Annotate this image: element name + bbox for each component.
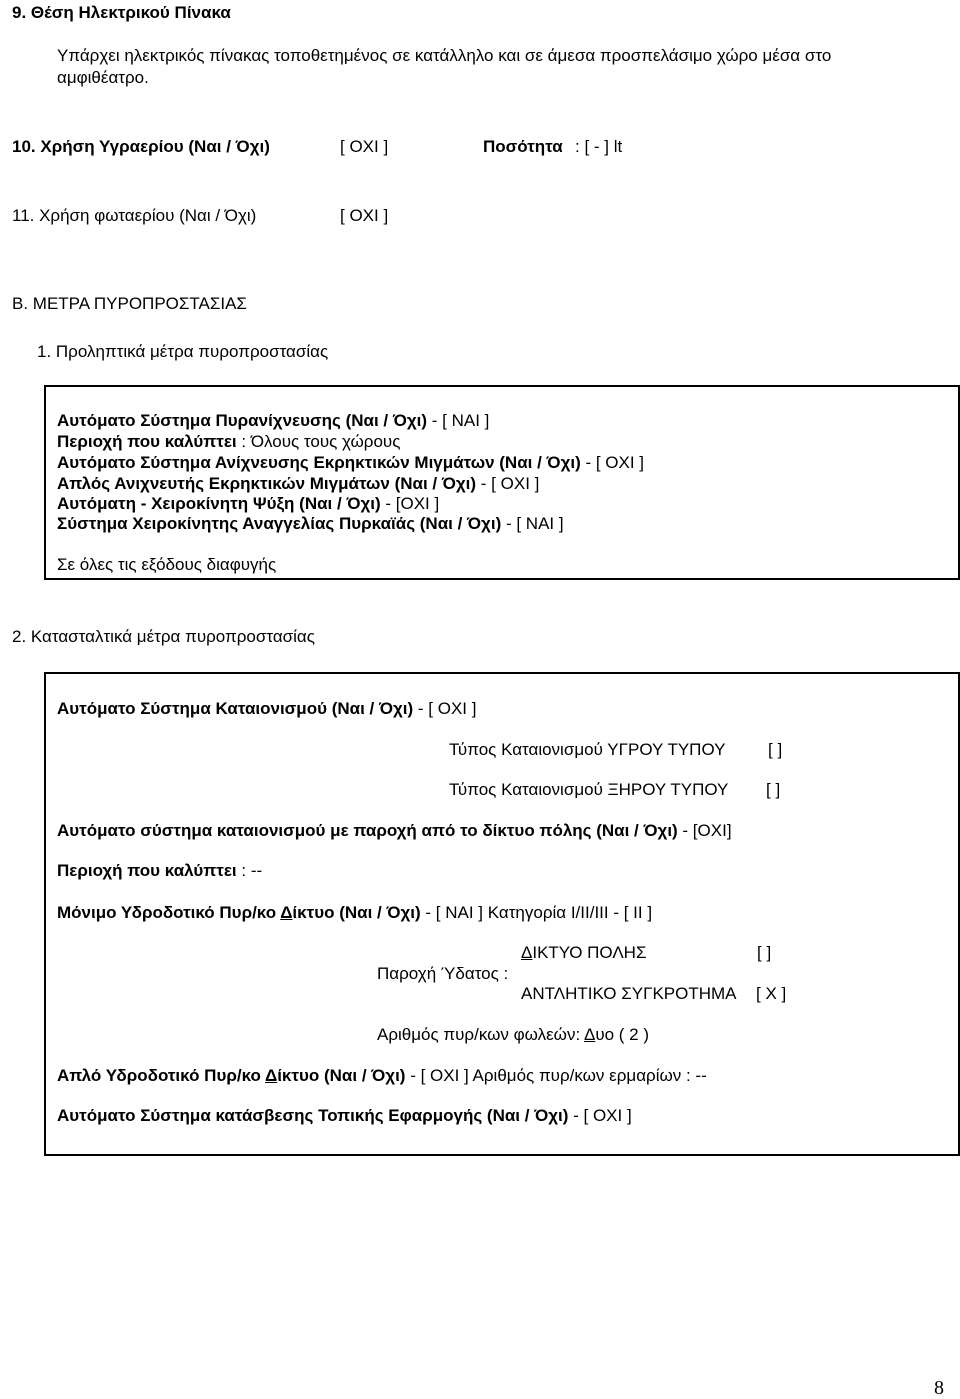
section-11-label: 11. Χρήση φωταερίου (Ναι / Όχι) [12,206,257,225]
supp-pump-unit-value: [ Χ ] [756,984,787,1003]
prev-row-detection: Αυτόματο Σύστημα Πυρανίχνευσης (Ναι / Όχι) - [ ΝΑΙ ] [57,411,490,430]
prev-note: Σε όλες τις εξόδους διαφυγής [57,555,277,574]
page-number: 8 [934,1377,944,1399]
section-9-text-line1: Υπάρχει ηλεκτρικός πίνακας τοποθετημένος σε κατάλληλο και σε άμεσα προσπελάσιμο χώρο μέσα στο [57,46,832,65]
section-9-text-line2: αμφιθέατρο. [57,68,149,87]
supp-city-network-value: [ ] [757,943,772,962]
prev-row-area: Περιοχή που καλύπτει : Όλους τους χώρους [57,432,401,451]
supp-pump-unit: ΑΝΤΛΗΤΙΚΟ ΣΥΓΚΡΟΤΗΜΑ [521,984,737,1003]
section-10-label: 10. Χρήση Υγραερίου (Ναι / Όχι) [12,137,270,156]
supp-water-supply-label: Παροχή Ύδατος : [377,964,509,983]
prev-row-manual-alarm: Σύστημα Χειροκίνητης Αναγγελίας Πυρκαϊάς (Ναι / Όχι) - [ ΝΑΙ ] [57,514,564,533]
supp-wet-type-value: [ ] [768,740,783,759]
preventive-heading: 1. Προληπτικά μέτρα πυροπροστασίας [37,342,329,361]
supp-row-city-sprinkler: Αυτόματο σύστημα καταιονισμού με παροχή από το δίκτυο πόλης (Ναι / Όχι) - [ΟΧΙ] [57,821,732,840]
supp-dry-type-value: [ ] [766,780,781,799]
supp-row-local-application: Αυτόματο Σύστημα κατάσβεσης Τοπικής Εφαρμογής (Ναι / Όχι) - [ ΟΧΙ ] [57,1106,632,1125]
prev-row-explosive-simple: Απλός Ανιχνευτής Εκρηκτικών Μιγμάτων (Ναι / Όχι) - [ ΟΧΙ ] [57,474,540,493]
supp-hydrant-count: Αριθμός πυρ/κων φωλεών: Δυο ( 2 ) [377,1025,650,1044]
supp-dry-type-label: Τύπος Καταιονισμού ΞΗΡΟΥ ΤΥΠΟΥ [449,780,729,799]
supp-row-simple-network: Απλό Υδροδοτικό Πυρ/κο Δίκτυο (Ναι / Όχι) - [ ΟΧΙ ] Αριθμός πυρ/κων ερμαρίων : -- [57,1066,707,1085]
supp-city-network: ΔΙΚΤΥΟ ΠΟΛΗΣ [521,943,647,962]
supp-row-permanent-network: Μόνιμο Υδροδοτικό Πυρ/κο Δίκτυο (Ναι / Όχι) - [ ΝΑΙ ] Κατηγορία Ι/ΙΙ/ΙΙΙ - [ ΙΙ ] [57,903,653,922]
suppression-heading: 2. Κατασταλτικά μέτρα πυροπροστασίας [12,627,315,646]
section-11-value: [ ΟΧΙ ] [340,206,389,225]
section-9-heading: 9. Θέση Ηλεκτρικού Πίνακα [12,3,231,22]
section-10-value: [ ΟΧΙ ] [340,137,389,156]
supp-row-sprinkler: Αυτόματο Σύστημα Καταιονισμού (Ναι / Όχι) - [ ΟΧΙ ] [57,699,477,718]
prev-row-explosive-auto: Αυτόματο Σύστημα Ανίχνευσης Εκρηκτικών Μιγμάτων (Ναι / Όχι) - [ ΟΧΙ ] [57,453,645,472]
section-b-heading: Β. ΜΕΤΡΑ ΠΥΡΟΠΡΟΣΤΑΣΙΑΣ [12,294,247,313]
supp-row-area: Περιοχή που καλύπτει : -- [57,861,263,880]
quantity-label: Ποσότητα [483,137,563,156]
prev-row-cooling: Αυτόματη - Χειροκίνητη Ψύξη (Ναι / Όχι) - [ΟΧΙ ] [57,494,440,513]
supp-wet-type-label: Τύπος Καταιονισμού ΥΓΡΟΥ ΤΥΠΟΥ [449,740,726,759]
quantity-value: : [ - ] lt [575,137,623,156]
